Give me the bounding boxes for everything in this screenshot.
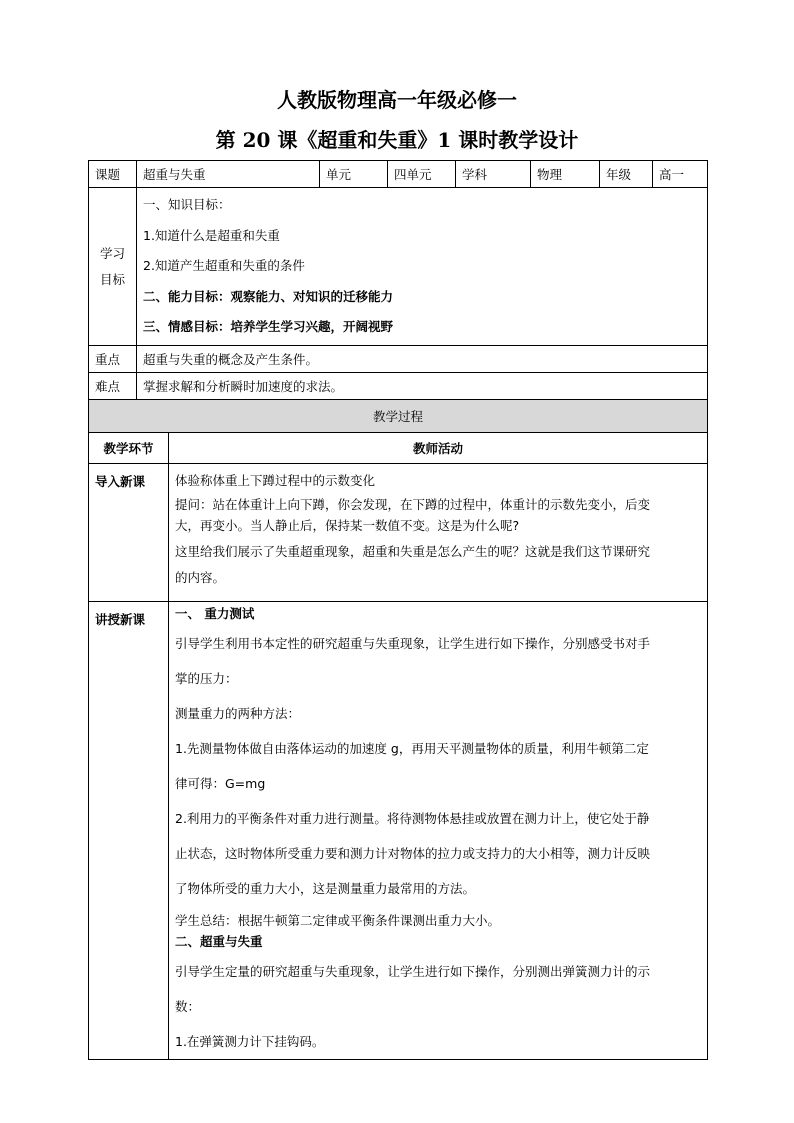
- intro-stage: 导入新课: [89, 464, 169, 602]
- intro-line: 的内容。: [175, 570, 226, 585]
- page-subtitle: 第 20 课《超重和失重》1 课时教学设计: [215, 128, 579, 152]
- goal-item: 2.知道产生超重和失重的条件: [143, 258, 305, 274]
- page-title: 人教版物理高一年级必修一: [277, 88, 517, 112]
- teach-line: 数：: [175, 999, 201, 1014]
- process-header: 教学过程: [89, 400, 708, 433]
- teach-line: 引导学生利用书本定性的研究超重与失重现象，让学生进行如下操作，分别感受书对手: [175, 636, 651, 651]
- teach-row: [89, 602, 708, 1060]
- goal-item: 三、情感目标：培养学生学习兴趣，开阔视野: [143, 319, 394, 335]
- teach-line: 测量重力的两种方法：: [175, 706, 301, 721]
- intro-line: 大，再变小。当人静止后，保持某一数值不变。这是为什么呢?: [175, 518, 520, 533]
- teach-content: [169, 602, 708, 1060]
- key-point-label: 重点: [89, 346, 137, 373]
- teach-line: 1.在弹簧测力计下挂钩码。: [175, 1034, 325, 1049]
- process-column-row: [89, 433, 708, 464]
- teach-line: 引导学生定量的研究超重与失重现象，让学生进行如下操作，分别测出弹簧测力计的示: [175, 964, 651, 979]
- teach-line: 二、超重与失重: [175, 934, 263, 949]
- goal-item: 二、能力目标：观察能力、对知识的迁移能力: [143, 288, 394, 304]
- col-stage-header: 教学环节: [89, 433, 169, 464]
- goal-item: 1.知道什么是超重和失重: [143, 227, 280, 243]
- teaching-process-table: [88, 399, 708, 1060]
- goals-row: [89, 188, 708, 346]
- intro-line: 体验称体重上下蹲过程中的示数变化: [175, 473, 376, 488]
- grade-label: 年级: [600, 161, 653, 188]
- teach-line: 1.先测量物体做自由落体运动的加速度 g，再用天平测量物体的质量，利用牛顿第二定: [175, 741, 649, 756]
- difficulty-label: 难点: [89, 373, 137, 400]
- teach-line: 掌的压力：: [175, 671, 238, 686]
- teach-stage: 讲授新课: [89, 602, 169, 1060]
- goal-item: 一、知识目标：: [143, 197, 231, 213]
- lesson-info-table: [88, 160, 708, 400]
- goals-label-line1: 学习: [99, 245, 125, 261]
- teach-line: 了物体所受的重力大小，这是测量重力最常用的方法。: [175, 881, 476, 896]
- key-point-value: 超重与失重的概念及产生条件。: [137, 346, 708, 373]
- difficulty-value: 掌握求解和分析瞬时加速度的求法。: [137, 373, 708, 400]
- teach-line: 学生总结：根据牛顿第二定律或平衡条件课测出重力大小。: [175, 913, 501, 928]
- intro-content: [169, 464, 708, 602]
- info-row: [89, 161, 708, 188]
- subject-label: 学科: [456, 161, 531, 188]
- intro-line: 提问：站在体重计上向下蹲，你会发现，在下蹲的过程中，体重计的示数先变小，后变: [175, 497, 651, 512]
- intro-row: [89, 464, 708, 602]
- subject-value: 物理: [531, 161, 600, 188]
- goals-label-line2: 目标: [99, 271, 125, 287]
- teach-line: 止状态，这时物体所受重力要和测力计对物体的拉力或支持力的大小相等，测力计反映: [175, 846, 651, 861]
- topic-value: 超重与失重: [137, 161, 320, 188]
- teach-line: 律可得：G=mg: [175, 776, 266, 791]
- col-teacher-header: 教师活动: [169, 433, 708, 464]
- unit-value: 四单元: [388, 161, 456, 188]
- key-point-row: [89, 346, 708, 373]
- teach-line: 2.利用力的平衡条件对重力进行测量。将待测物体悬挂或放置在测力计上，使它处于静: [175, 811, 650, 826]
- intro-line: 这里给我们展示了失重超重现象，超重和失重是怎么产生的呢？这就是我们这节课研究: [175, 544, 651, 559]
- goals-content: [137, 188, 708, 346]
- difficulty-row: [89, 373, 708, 400]
- grade-value: 高一: [653, 161, 708, 188]
- teach-line: 一、 重力测试: [175, 606, 255, 621]
- process-header-row: [89, 400, 708, 433]
- topic-label: 课题: [89, 161, 137, 188]
- unit-label: 单元: [320, 161, 388, 188]
- goals-label: [89, 188, 137, 346]
